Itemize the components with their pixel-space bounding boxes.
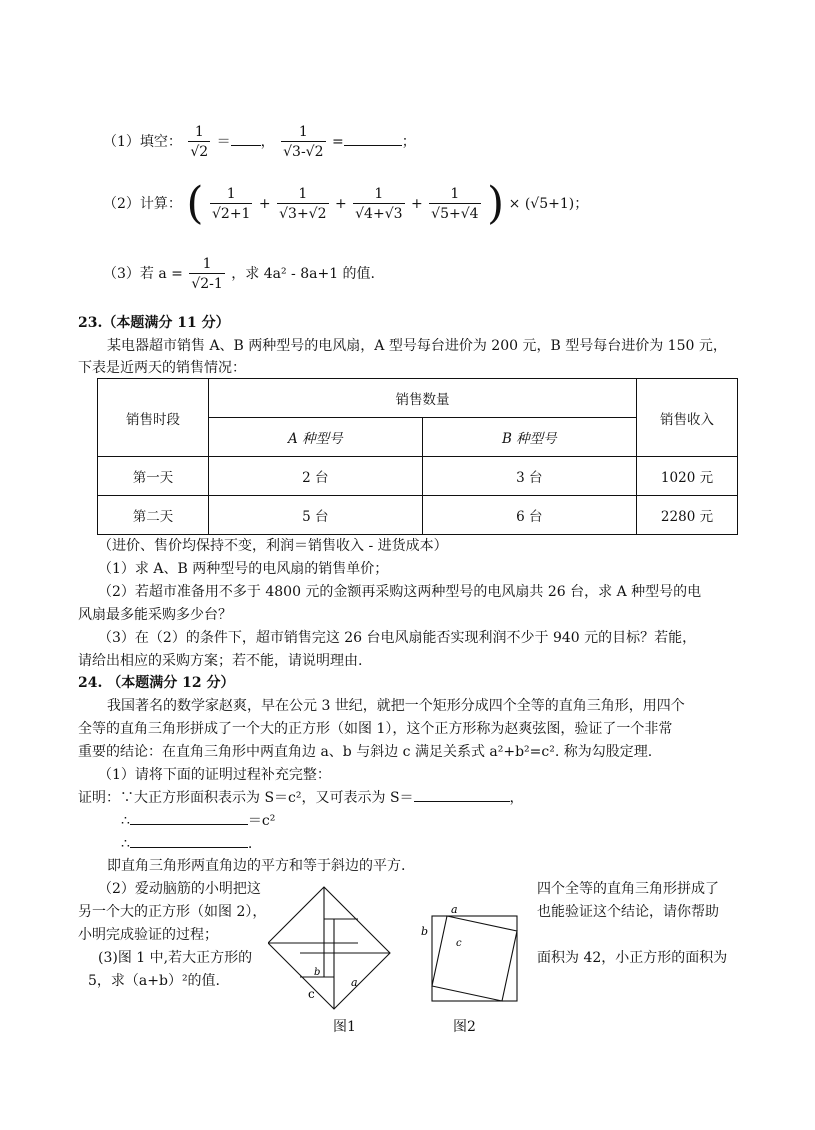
fig1-label-c: c <box>308 987 315 1001</box>
q23-part2-line2: 风扇最多能采购多少台？ <box>78 607 232 623</box>
q22-frac3: $\frac{1}{√2-1}$ <box>191 255 223 292</box>
q24-part2-left2: 另一个大的正方形（如图 2）， <box>78 904 267 920</box>
q22-part3: （3）若 a = $\frac{1}{√2-1}$ ，求 4a² - 8a+1 的值. <box>103 255 376 292</box>
q24-part1: （1）请将下面的证明过程补充完整： <box>98 767 331 783</box>
q23-part2-line1: （2）若超市准备用不多于 4800 元的金额再采购这两种型号的电风扇共 26 台，求 A 种型号的电 <box>98 584 702 600</box>
q24-part3-left1: (3)图 1 中,若大正方形的 <box>98 950 253 966</box>
q22-part1: （1）填空： $\frac{1}{√2}$ ＝ ， $\frac{1}{√3-√2}$ = ； <box>103 123 416 160</box>
q24-proof-line3: ∴ . <box>121 836 253 852</box>
q23-intro-line1: 某电器超市销售 A、B 两种型号的电风扇，A 型号每台进价为 200 元，B 型号每台进价为 150 元， <box>107 338 727 354</box>
table-row: 第一天 2 台 3 台 1020 元 <box>98 457 738 496</box>
header-income: 销售收入 <box>637 379 738 457</box>
q24-intro-line1: 我国著名的数学家赵爽，早在公元 3 世纪，就把一个矩形分成四个全等的直角三角形，用四个 <box>107 698 685 714</box>
fig1-label-b: b <box>314 967 321 978</box>
header-period: 销售时段 <box>98 379 209 457</box>
q22-frac2: $\frac{1}{√3-√2}$ <box>283 123 324 160</box>
q23-intro-line2: 下表是近两天的销售情况： <box>78 360 246 376</box>
q24-conclusion: 即直角三角形两直角边的平方和等于斜边的平方. <box>107 858 406 874</box>
q22-frac1: $\frac{1}{√2}$ <box>190 123 209 160</box>
figure-1-caption: 图1 <box>333 1019 356 1035</box>
header-model-a: A 种型号 <box>209 418 423 457</box>
q22-factor: (√5+1) <box>524 196 575 212</box>
q24-heading: 24. （本题满分 12 分） <box>78 675 235 691</box>
q24-proof-line2: ∴ ＝c² <box>121 813 276 829</box>
q22-part2-label: （2）计算： <box>103 196 182 212</box>
outer-square <box>268 887 390 1009</box>
q24-part2-left1: （2）爱动脑筋的小明把这 <box>98 881 261 897</box>
figure-2-diagram <box>420 900 530 1010</box>
q23-note: （进价、售价均保持不变，利润＝销售收入 - 进货成本） <box>98 538 448 554</box>
q22-blank1[interactable] <box>231 145 261 146</box>
q24-intro-line3: 重要的结论：在直角三角形中两直角边 a、b 与斜边 c 满足关系式 a²+b²=c². 称为勾股定理. <box>78 744 653 760</box>
q22-blank2[interactable] <box>344 145 402 146</box>
q24-part2-left3: 小明完成验证的过程； <box>78 927 218 943</box>
header-model-b: B 种型号 <box>422 418 636 457</box>
q23-part3-line2: 请给出相应的采购方案；若不能，请说明理由. <box>78 653 363 669</box>
figure-2-caption: 图2 <box>453 1019 476 1035</box>
proof-blank2[interactable] <box>130 824 248 825</box>
fig2-label-a: a <box>451 903 458 916</box>
q24-part2-right2: 也能验证这个结论，请你帮助 <box>537 904 719 920</box>
proof-blank1[interactable] <box>414 801 510 802</box>
header-quantity: 销售数量 <box>209 379 637 418</box>
fig2-label-b: b <box>421 925 429 938</box>
q22-term: $\frac{1}{√2+1}$ <box>212 185 251 222</box>
proof-blank3[interactable] <box>130 847 248 848</box>
sales-table <box>97 378 738 535</box>
q24-intro-line2: 全等的直角三角形拼成了一个大的正方形（如图 1），这个正方形称为赵爽弦图，验证了一个非常 <box>78 721 673 737</box>
q24-proof-line1: 证明：∵大正方形面积表示为 S＝c²，又可表示为 S＝ ， <box>78 790 524 806</box>
fig2-label-c: c <box>456 938 462 949</box>
q23-heading: 23.（本题满分 11 分） <box>78 315 230 331</box>
q23-part1: （1）求 A、B 两种型号的电风扇的销售单价； <box>98 561 389 577</box>
q24-part3-left2: 5，求（a+b）²的值. <box>88 973 221 989</box>
q22-part3-label: （3）若 a = <box>103 266 183 282</box>
fig1-label-a: a <box>351 976 358 989</box>
q24-part2-right1: 四个全等的直角三角形拼成了 <box>537 881 719 897</box>
q22-term: $\frac{1}{√3+√2}$ <box>279 185 327 222</box>
q22-term: $\frac{1}{√4+√3}$ <box>355 185 403 222</box>
q22-part2: （2）计算： ( $\frac{1}{√2+1}$ + $\frac{1}{√3+√2}$ + $\frac{1}{√4+√3}$ + $\frac{1}{√5+√4}$ ) × (√5+1)； <box>103 178 589 229</box>
figure-1-diagram <box>268 884 398 1024</box>
inner-square <box>432 916 517 1001</box>
table-row: 第二天 5 台 6 台 2280 元 <box>98 496 738 535</box>
q23-part3-line1: （3）在（2）的条件下，超市销售完这 26 台电风扇能否实现利润不少于 940 元的目标？若能， <box>98 630 697 646</box>
q24-part3-right: 面积为 42，小正方形的面积为 <box>537 950 728 966</box>
q22-term: $\frac{1}{√5+√4}$ <box>431 185 479 222</box>
q22-part1-label: （1）填空： <box>103 134 182 150</box>
